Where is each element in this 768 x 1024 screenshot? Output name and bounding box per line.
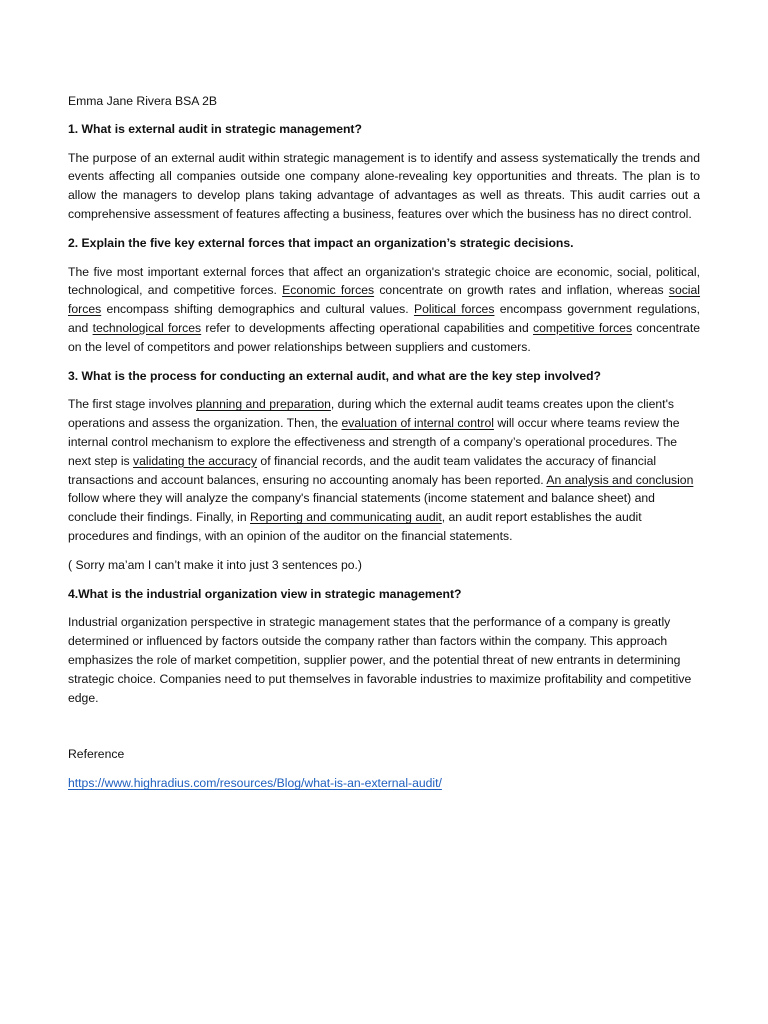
answer-3-text: will occur where teams review the internal control mechanism to explore the effectiveness and strength of a company’s operational procedures. The next step is — [68, 416, 680, 468]
answer-2-text: concentrate on growth rates and inflation, whereas — [374, 283, 669, 298]
reference-item — [68, 774, 700, 793]
answer-2-text: encompass government regulations, and — [68, 302, 700, 335]
answer-2 — [68, 263, 700, 357]
answer-3-text: , during which the external audit teams creates upon the client's operations and assess the organization. Then, the — [68, 397, 674, 431]
note-line: ( Sorry ma’am I can’t make it into just 3 sentences po.) — [68, 557, 362, 572]
answer-3-text: of financial records, and the audit team validates the accuracy of financial transactions and account balances, ensuring no accounting anomaly has been reported. — [68, 453, 657, 487]
question-1: 1. What is external audit in strategic management? — [68, 121, 362, 136]
answer-3-text: , an audit report establishes the audit procedures and findings, with an opinion of the auditor on the financial statements. — [68, 510, 642, 543]
competitive-forces-term: competitive forces — [532, 320, 633, 335]
internal-control-term: evaluation of internal control — [341, 416, 494, 431]
question-4: 4.What is the industrial organization view in strategic management? — [68, 586, 462, 601]
answer-3-text: The first stage involves — [68, 397, 197, 412]
answer-1: The purpose of an external audit within strategic management is to identify and assess systematically the trends and events affecting all companies outside one company alone-revealing key opportunities and threats. The plan is to allow the managers to develop plans taking advantage of advantages as well as threats. This audit carries out a comprehensive assessment of features affecting a business, features over which the business has no direct control. — [68, 150, 700, 221]
planning-preparation-term: planning and preparation — [196, 397, 331, 412]
question-3: 3. What is the process for conducting an external audit, and what are the key step involved? — [68, 368, 601, 383]
answer-2-text: encompass shifting demographics and cultural values. — [101, 302, 414, 317]
technological-forces-term: technological forces — [92, 320, 202, 335]
answer-4: Industrial organization perspective in strategic management states that the performance of a company is greatly determined or influenced by factors outside the company rather than factors within the company. This approach emphasizes the role of market competition, supplier power, and the potential threat of new entrants in determining strategic choice. Companies need to put themselves in favorable industries to maximize profitability and competitive edge. — [68, 615, 692, 705]
analysis-conclusion-term: An analysis and conclusion — [546, 472, 694, 487]
answer-2-text: concentrate on the level of competitors and power relationships between suppliers and customers. — [68, 320, 700, 354]
validating-accuracy-term: validating the accuracy — [133, 453, 258, 468]
question-2: 2. Explain the five key external forces that impact an organization’s strategic decisions. — [68, 235, 574, 250]
document-page — [68, 92, 700, 803]
author-line: Emma Jane Rivera BSA 2B — [68, 94, 218, 108]
social-forces-term: social forces — [68, 283, 701, 317]
answer-2-text: refer to developments affecting operational capabilities and — [201, 320, 533, 335]
reporting-communicating-term: Reporting and communicating audit — [250, 510, 442, 525]
answer-3-text: follow where they will analyze the company's financial statements (income statement and balance sheet) and conclude their findings. Finally, in — [68, 491, 655, 525]
answer-2-text: The five most important external forces that affect an organization's strategic choice are economic, social, political, technological, and competitive forces. — [68, 264, 700, 298]
reference-label: Reference — [68, 747, 125, 762]
economic-forces-term: Economic forces — [282, 283, 375, 298]
political-forces-term: Political forces — [413, 302, 495, 317]
answer-3 — [68, 395, 700, 545]
reference-link[interactable]: https://www.highradius.com/resources/Blog/what-is-an-external-audit/ — [68, 776, 442, 791]
